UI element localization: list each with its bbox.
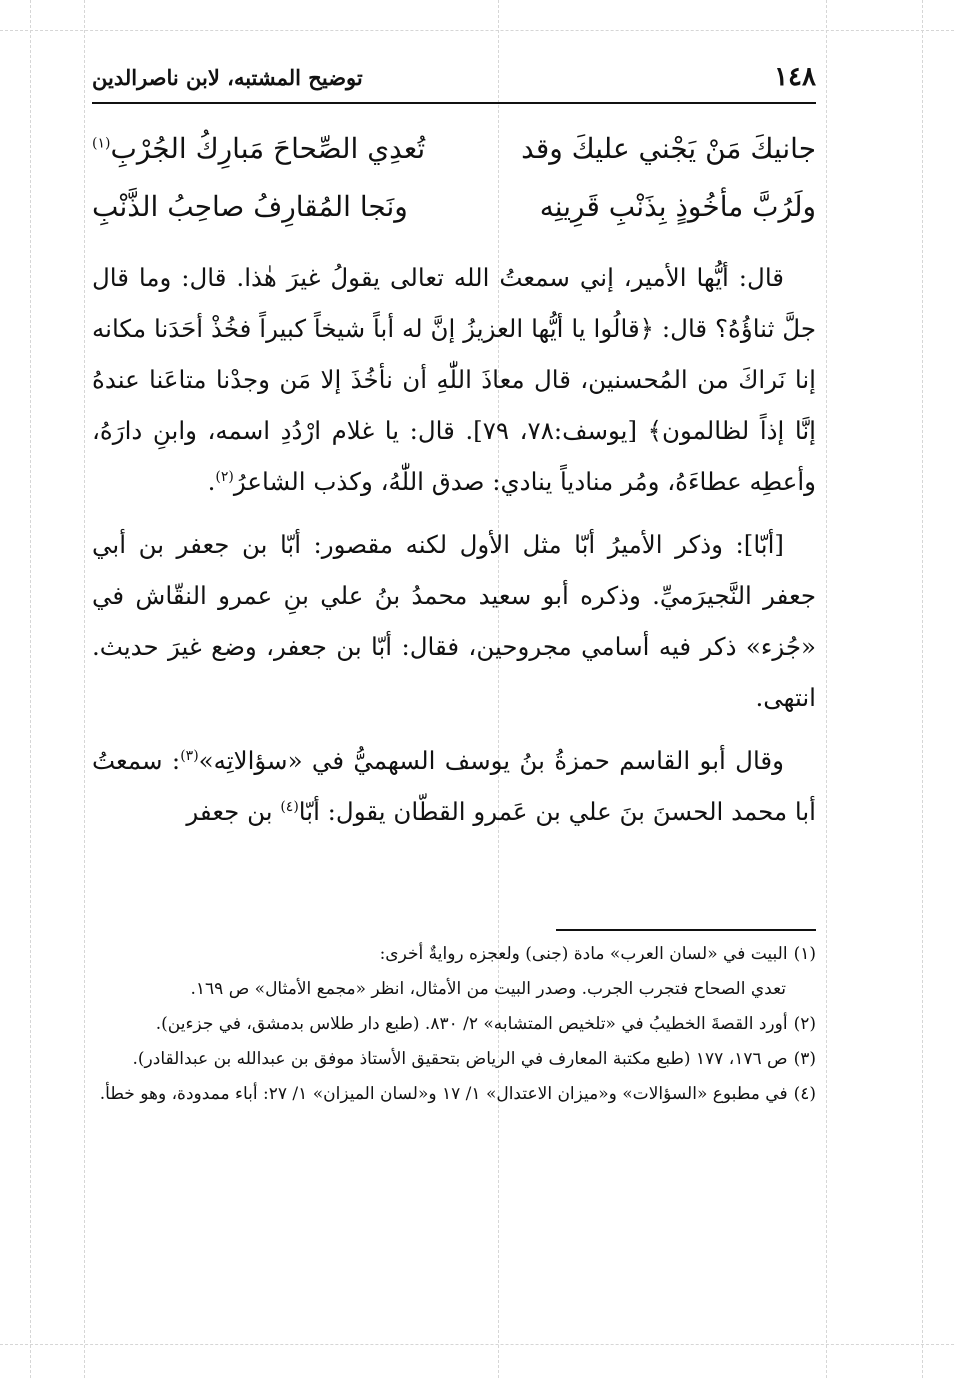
footnote-number: (١): [793, 944, 816, 964]
verse-text: تُعدِي الصِّحاحَ مَبارِكُ الجُرْبِ: [110, 132, 426, 165]
book-page: [92, 62, 816, 1104]
footnote: [92, 1077, 816, 1112]
footnote: [92, 1042, 816, 1077]
page-header: [92, 62, 816, 98]
body-text: [92, 252, 816, 837]
verse-second-hemistich: ونَجا المُقارِفُ صاحِبُ الذَّنْبِ: [92, 190, 408, 223]
footnote: [92, 937, 816, 972]
page-number: ١٤٨: [774, 62, 816, 92]
paragraph-text: بن جعفر: [186, 797, 281, 826]
punctuation: :: [171, 746, 181, 775]
footnote-text: تعدي الصحاح فتجرب الجرب. وصدر البيت من الأمثال، انظر «مجمع الأمثال» ص ١٦٩.: [190, 979, 786, 999]
footnote: [92, 1007, 816, 1042]
footnote-number: (٢): [793, 1014, 816, 1034]
footnote-ref[interactable]: (٣): [180, 747, 199, 764]
paragraph-text: وقال أبو القاسم حمزةُ بنُ يوسف السهميُّ في «سؤالاتِه»: [198, 746, 784, 775]
footnote-text: أورد القصةَ الخطيبُ في «تلخيص المتشابه» ٢/ ٨٣٠. (طبع دار طلاس بدمشق، في جزءين).: [155, 1014, 788, 1034]
verse-line: [92, 120, 816, 178]
guide-line: [922, 0, 923, 1378]
verse-second-hemistich: [92, 120, 425, 178]
verse-first-hemistich: ولَرُبَّ مأخُوذٍ بِذَنْبِ قَرِينِه: [539, 190, 816, 223]
footnote-ref[interactable]: (١): [92, 135, 111, 152]
footnotes: [92, 937, 816, 1112]
poem-verses: [92, 120, 816, 236]
paragraph: [92, 252, 816, 507]
verse-line: [92, 178, 816, 236]
footnote-number: (٣): [793, 1049, 816, 1069]
guide-line: [0, 1344, 954, 1345]
footnote-ref[interactable]: (٢): [215, 468, 234, 485]
punctuation: .: [207, 467, 216, 496]
footnote-text: ص ١٧٦، ١٧٧ (طبع مكتبة المعارف في الرياض بتحقيق الأستاذ موفق بن عبدالله بن عبدالقادر).: [132, 1049, 788, 1069]
footnote-ref[interactable]: (٤): [280, 798, 299, 815]
guide-line: [826, 0, 827, 1378]
footnote-separator: [556, 929, 816, 931]
header-rule: [92, 102, 816, 104]
paragraph: [92, 735, 816, 837]
guide-line: [0, 30, 954, 31]
guide-line: [30, 0, 31, 1378]
verse-first-hemistich: جانيكَ مَنْ يَجْني عليكَ وقد: [521, 132, 816, 165]
footnote-number: (٤): [793, 1084, 816, 1104]
paragraph: [أبّا]: وذكر الأميرُ أبّا مثل الأول لكنه مقصور: أبّا بن جعفر بن أبي جعفر النَّجيرَميِّ. وذكره أبو سعيد محمدُ بنُ علي بنِ عمرو النقّاش في «جُزء» ذكر فيه أسامي مجروحين، فقال: أبّا بن جعفر، وضع غيرَ حديث. انتهى.: [92, 530, 816, 712]
paragraph-text: قال: أيُّها الأمير، إني سمعتُ الله تعالى يقولُ غيرَ هٰذا. قال: وما قال جلَّ ثناؤُهُ؟ قال: ﴿قالُوا يا أيُّها العزيزُ إنَّ له أباً شيخاً كبيراً فخُذْ أحَدَنا مكانه إنا نَراكَ من المُحسنين، قال معاذَ اللّٰهِ أن نأخُذَ إلا مَن وجدْنا متاعَنا عندهُ إنَّا إذاً لظالمون﴾ [يوسف:٧٨، ٧٩]. قال: يا غلام ارْدُدِ اسمه، وابنِ دارَهُ، وأعطِه عطاءَهُ، ومُر منادياً ينادي: صدق اللّٰهُ، وكذب الشاعرُ: [92, 263, 816, 496]
footnote-text: في مطبوع «السؤالات» و«ميزان الاعتدال» ١/ ١٧ و«لسان الميزان» ١/ ٢٧: أباء ممدودة، وهو خطأ.: [99, 1084, 788, 1104]
footnote-text: البيت في «لسان العرب» مادة (جنى) ولعجزه روايةٌ أخرى:: [379, 944, 788, 964]
guide-line: [84, 0, 85, 1378]
paragraph-text: سمعتُ أبا محمد الحسنَ بنَ علي بن عَمرو القطّان يقول: أبّا: [92, 746, 816, 826]
running-title: توضيح المشتبه، لابن ناصرالدين: [92, 65, 363, 90]
footnote-continuation: [92, 972, 816, 1007]
